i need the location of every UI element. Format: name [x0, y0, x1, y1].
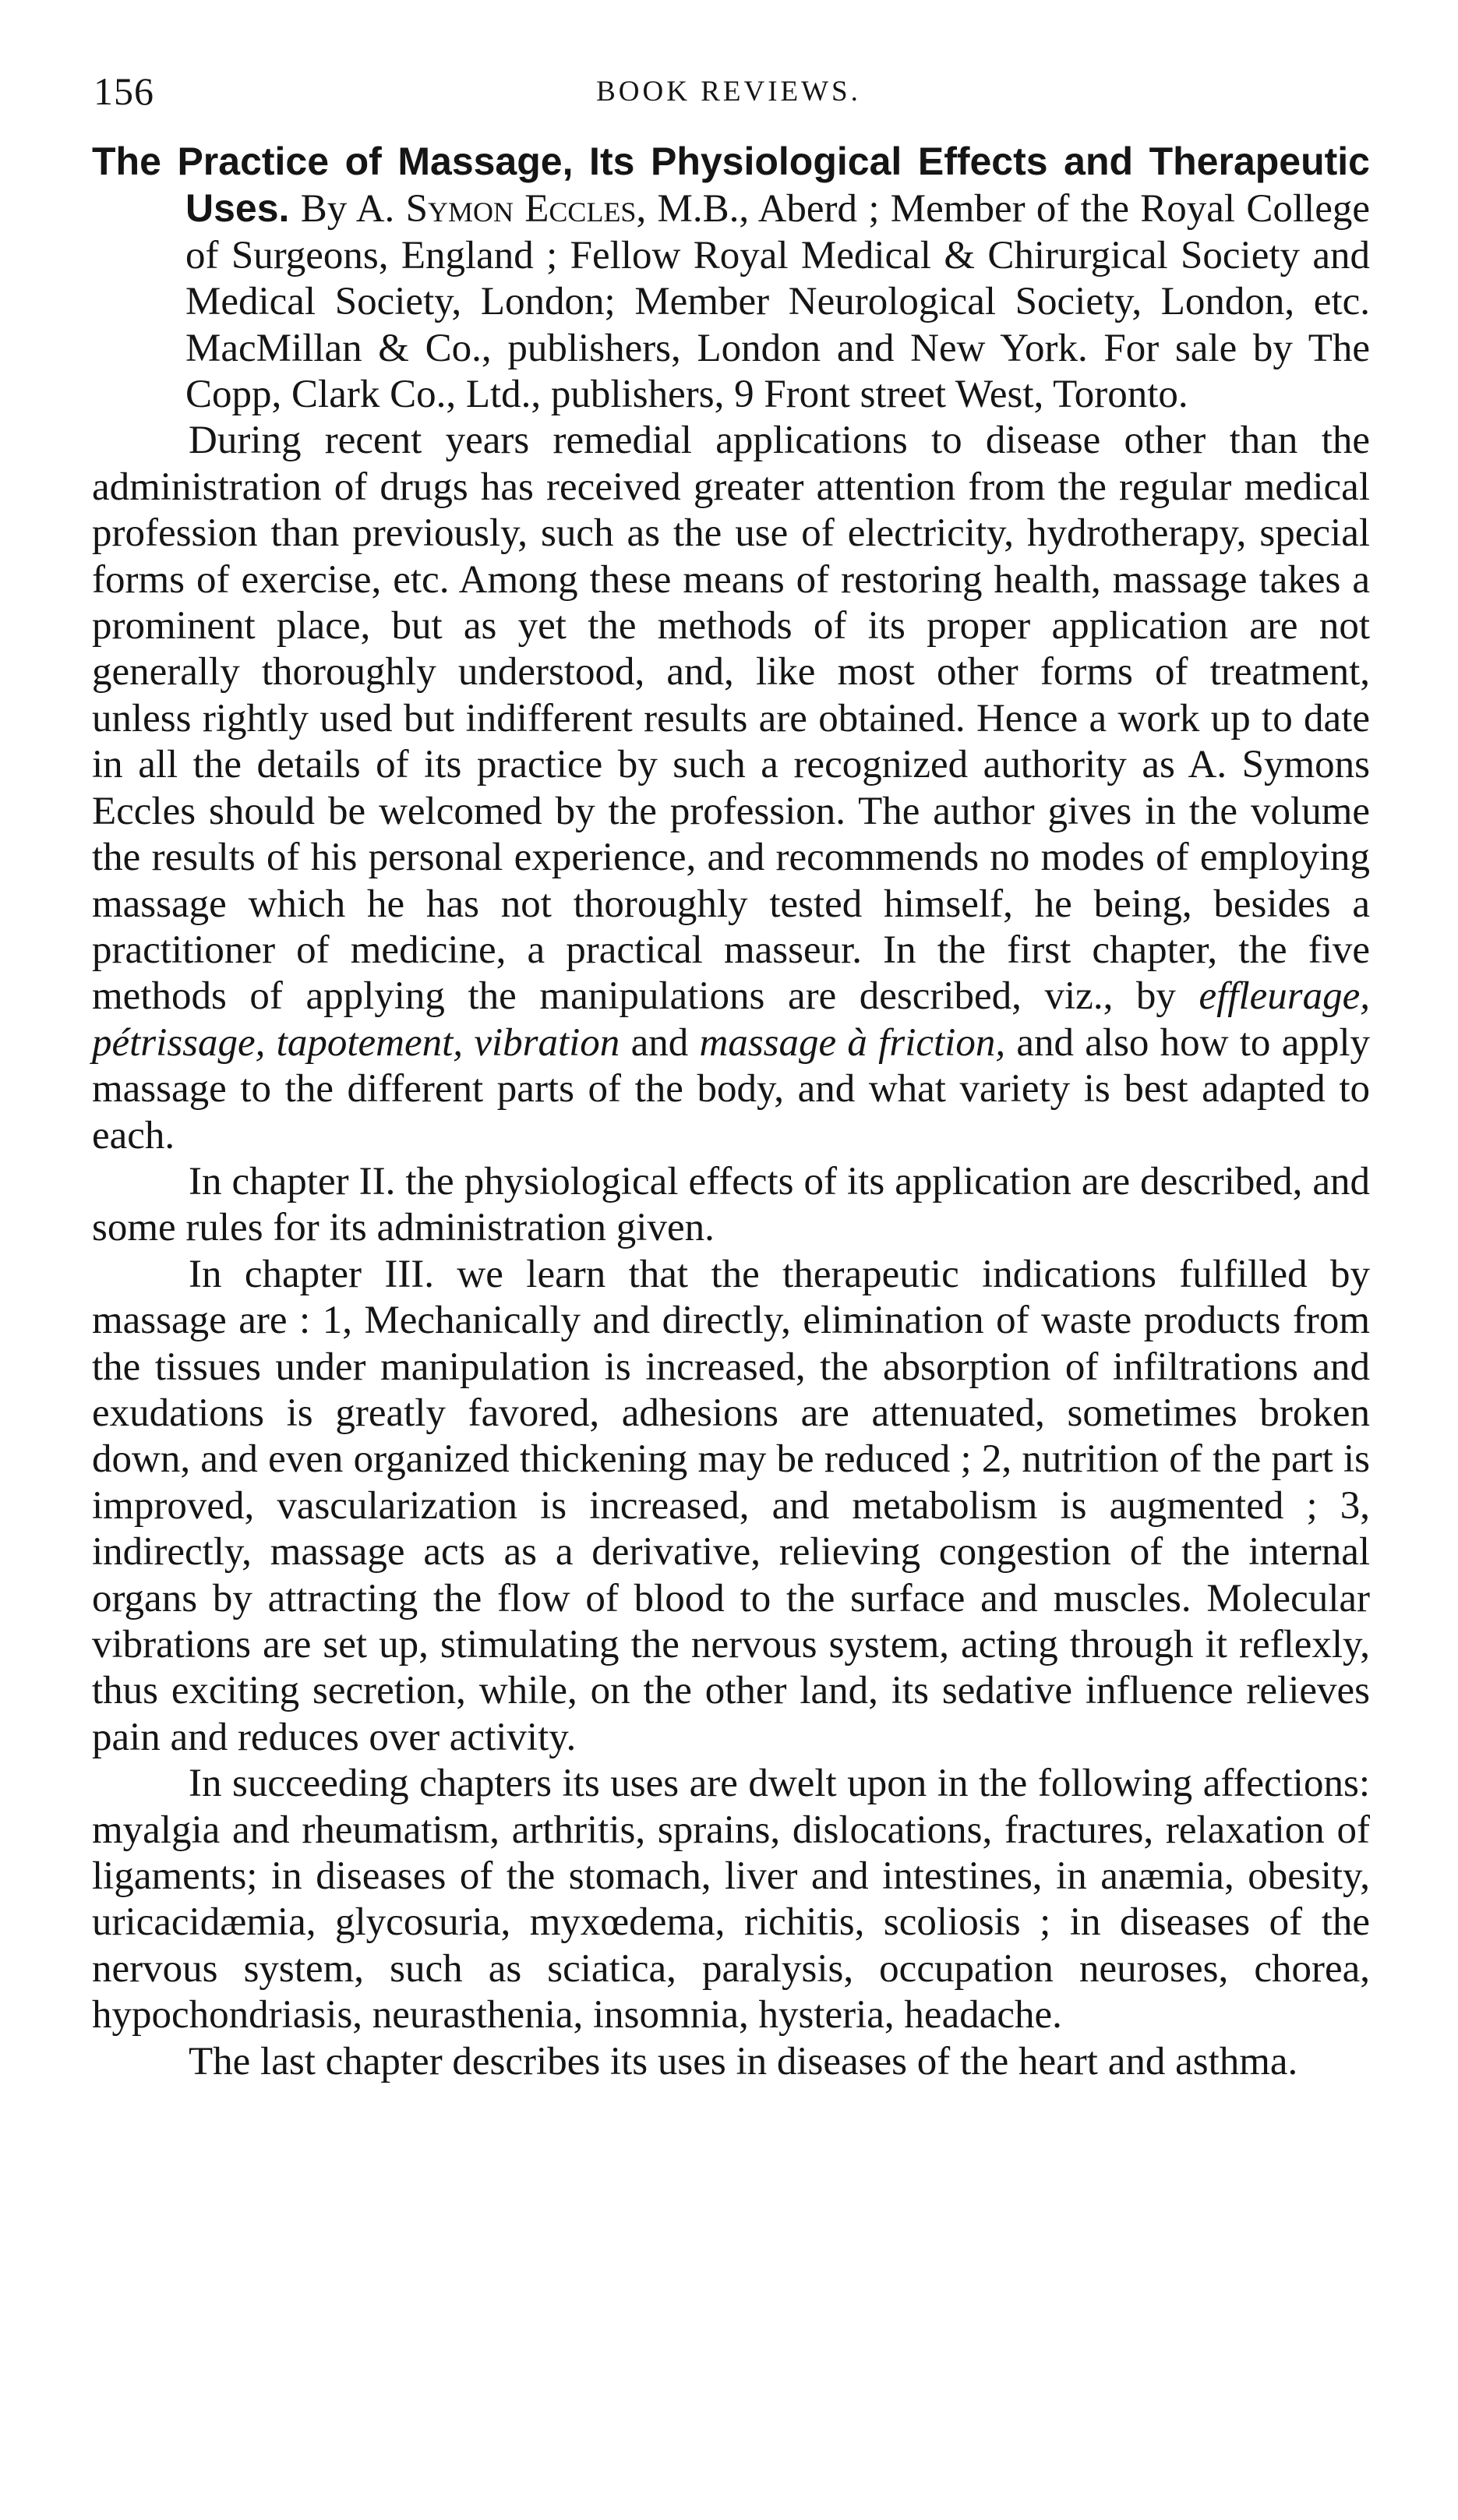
page-number: 156 — [94, 69, 154, 113]
running-head — [94, 69, 1364, 123]
author-credentials: , M.B., Aberd ; Member of the Royal College of Surgeons, England ; Fellow Royal Medical & Chirurgical Society and Medical Society, London; Member Neurological Society, London, etc. MacMillan & Co., publishers, London and New York. For sale by The Copp, Clark Co., Ltd., publishers, 9 Front street West, Toronto. — [185, 187, 1370, 417]
review-content — [92, 139, 1370, 2085]
term-tapotement: tapotement, — [276, 1020, 464, 1065]
term-massage-a-friction: massage à friction, — [699, 1020, 1006, 1065]
term-petrissage: pétrissage, — [92, 1020, 266, 1065]
paragraph-chapter-3: In chapter III. we learn that the therapeutic indications fulfilled by massage are : 1, Mechanically and directly, elimination of waste products from the tissues under manipulation is increased, the absorption of infiltrations and exudations is greatly favored, adhesions are attenuated, sometimes broken down, and even organized thickening may be reduced ; 2, nutrition of the part is improved, vascularization is increased, and metabolism is augmented ; 3, indirectly, massage acts as a derivative, relieving congestion of the internal organs by attracting the flow of blood to the surface and muscles. Molecular vibrations are set up, stimulating the nervous system, acting through it reflexly, thus exciting secretion, while, on the other land, its sedative influence relieves pain and reduces over activity. — [92, 1252, 1370, 1759]
and-word: and — [630, 1020, 689, 1065]
by-label: By A. — [300, 187, 395, 232]
paragraph-intro — [92, 418, 1370, 1159]
review-citation — [92, 139, 1370, 418]
book-title: The Practice of Massage, Its Physiological Effects and Therapeutic Uses. — [92, 140, 1370, 231]
paragraph-chapter-2: In chapter II. the physiological effects of its application are described, and some rules for its administration given. — [92, 1159, 1370, 1250]
paragraph-last-chapter: The last chapter describes its uses in diseases of the heart and asthma. — [189, 2039, 1298, 2084]
term-effleurage: effleurage, — [1199, 974, 1370, 1019]
paragraph-intro-end: and also how to apply massage to the different parts of the body, and what variety is best adapted to each. — [92, 1020, 1371, 1158]
paragraph-succeeding-chapters: In succeeding chapters its uses are dwelt upon in the following affections: myalgia and rheumatism, arthritis, sprains, dislocations, fractures, relaxation of ligaments; in diseases of the stomach, liver and intestines, in anæmia, obesity, uricacidæmia, glycosuria, myxœdema, richitis, scoliosis ; in diseases of the nervous system, such as sciatica, paralysis, occupation neuroses, chorea, hypochondriasis, neurasthenia, insomnia, hysteria, headache. — [92, 1762, 1370, 2038]
term-vibration: vibration — [474, 1020, 620, 1065]
running-head-title: BOOK REVIEWS. — [596, 76, 861, 108]
author-name: Symon Eccles — [405, 187, 637, 232]
paragraph-intro-text: During recent years remedial applications to disease other than the administration of drugs has received greater attention from the regular medical profession than previously, such as the use of electricity, hydrotherapy, special forms of exercise, etc. Among these means of restoring health, massage takes a prominent place, but as yet the methods of its proper application are not generally thoroughly understood, and, like most other forms of treatment, unless rightly used but indifferent results are obtained. Hence a work up to date in all the details of its practice by such a recognized authority as A. Symons Eccles should be welcomed by the profession. The author gives in the volume the results of his personal experience, and recommends no modes of employing massage which he has not thoroughly tested himself, he being, besides a practitioner of medicine, a practical masseur. In the first chapter, the five methods of applying the manipulations are described, viz., by — [92, 419, 1370, 1019]
